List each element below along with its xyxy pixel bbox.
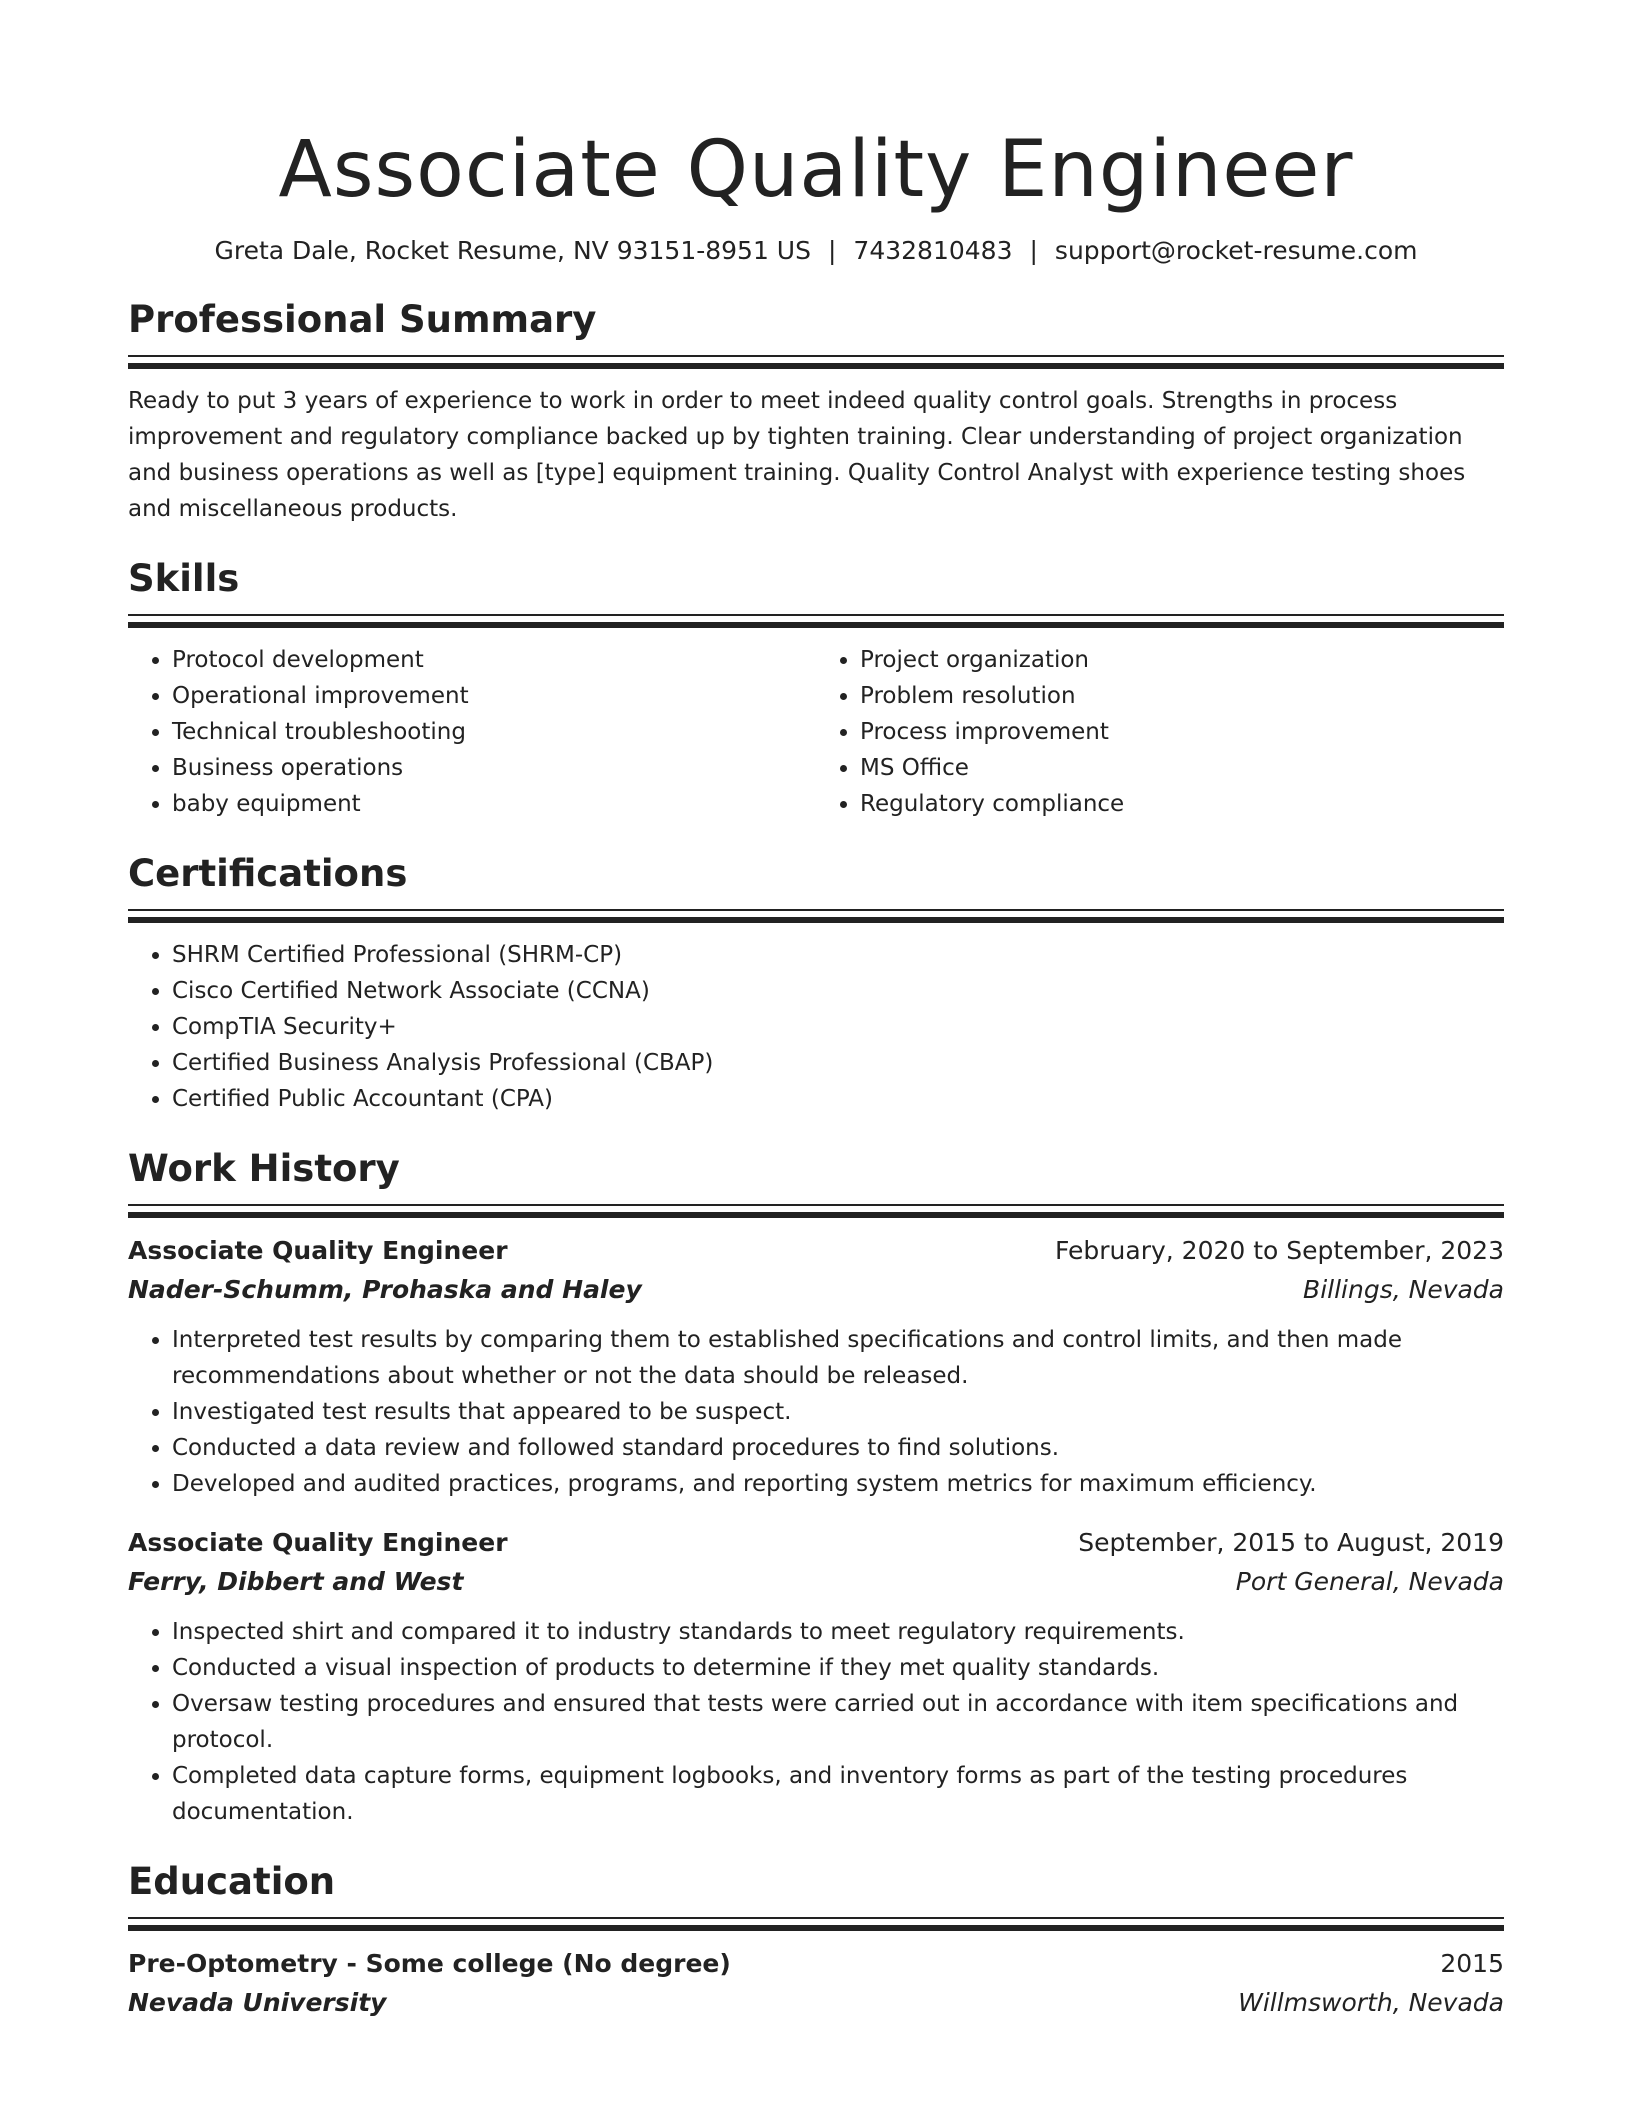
certification-item: • Cisco Certified Network Associate (CCNA) [172,973,1504,1009]
certification-item: • Certified Business Analysis Professional (CBAP) [172,1045,1504,1081]
job-title: Associate Quality Engineer [128,1528,508,1557]
job-subheader [128,1270,1504,1310]
job-subheader [128,1562,1504,1602]
job-company: Ferry, Dibbert and West [128,1567,464,1596]
job-bullet: • Completed data capture forms, equipment logbooks, and inventory forms as part of the testing procedures documentation. [172,1758,1504,1830]
summary-section [128,297,1504,527]
section-title-summary: Professional Summary [128,298,597,341]
job-header [128,1524,1504,1562]
certification-item: • CompTIA Security+ [172,1009,1504,1045]
section-title-education: Education [128,1860,336,1903]
job-header [128,1232,1504,1270]
contact-phone: 7432810483 [853,236,1013,265]
section-divider-thick [128,917,1504,923]
section-divider-thick [128,1212,1504,1218]
education-location: Willmsworth, Nevada [1238,1988,1504,2017]
skill-item: • Business operations [172,750,816,786]
job-bullets [128,1322,1504,1502]
job-bullet: • Investigated test results that appeared to be suspect. [172,1394,1504,1430]
education-subheader [128,1983,1504,2023]
education-degree: Pre-Optometry - Some college (No degree) [128,1949,731,1978]
skill-item: • Project organization [860,642,1504,678]
job-dates: February, 2020 to September, 2023 [1055,1236,1504,1265]
skill-item: • Regulatory compliance [860,786,1504,822]
skill-item: • baby equipment [172,786,816,822]
skill-item: • Protocol development [172,642,816,678]
skills-list-right [816,642,1504,822]
skills-columns [128,642,1504,822]
skills-list-left [128,642,816,822]
section-divider [128,355,1504,357]
job-location: Port General, Nevada [1235,1567,1504,1596]
job-bullet: • Oversaw testing procedures and ensured that tests were carried out in accordance with item specifications and protocol. [172,1686,1504,1758]
job-bullet: • Developed and audited practices, programs, and reporting system metrics for maximum efficiency. [172,1466,1504,1502]
contact-email: support@rocket-resume.com [1054,236,1418,265]
certifications-list [128,937,1504,1117]
job-entry [128,1232,1504,1502]
skill-item: • Technical troubleshooting [172,714,816,750]
skills-section [128,556,1504,822]
section-divider [128,1204,1504,1206]
education-entry [128,1945,1504,2023]
section-divider [128,1917,1504,1919]
job-bullet: • Conducted a visual inspection of products to determine if they met quality standards. [172,1650,1504,1686]
job-entry [128,1524,1504,1830]
candidate-name: Associate Quality Engineer [278,125,1354,215]
job-dates: September, 2015 to August, 2019 [1078,1528,1504,1557]
certifications-section [128,851,1504,1117]
skill-item: • MS Office [860,750,1504,786]
skill-item: • Process improvement [860,714,1504,750]
job-title: Associate Quality Engineer [128,1236,508,1265]
section-title-skills: Skills [128,557,240,600]
job-bullet: • Conducted a data review and followed standard procedures to find solutions. [172,1430,1504,1466]
job-location: Billings, Nevada [1303,1275,1504,1304]
education-school: Nevada University [128,1988,387,2017]
summary-text: Ready to put 3 years of experience to work in order to meet indeed quality control goals. Strengths in process improvement and regulatory compliance backed up by tighten training. Clear understanding of project organization and business operations as well as [type] equipment training. Quality Control Analyst with experience testing shoes and miscellaneous products. [128,388,1466,522]
certification-item: • SHRM Certified Professional (SHRM-CP) [172,937,1504,973]
work-history-section [128,1146,1504,1830]
section-title-work-history: Work History [128,1147,400,1190]
education-year: 2015 [1440,1949,1504,1978]
education-section [128,1859,1504,2023]
resume-page [128,0,1504,2023]
section-divider-thick [128,1925,1504,1931]
contact-address: Greta Dale, Rocket Resume, NV 93151-8951 US [214,236,811,265]
skill-item: • Operational improvement [172,678,816,714]
certification-item: • Certified Public Accountant (CPA) [172,1081,1504,1117]
section-divider [128,614,1504,616]
contact-separator: | [1029,236,1038,265]
section-divider-thick [128,622,1504,628]
job-bullet: • Inspected shirt and compared it to industry standards to meet regulatory requirements. [172,1614,1504,1650]
section-divider-thick [128,363,1504,369]
contact-separator: | [827,236,837,265]
section-divider [128,909,1504,911]
section-title-certifications: Certifications [128,852,408,895]
job-company: Nader-Schumm, Prohaska and Haley [128,1275,642,1304]
job-bullet: • Interpreted test results by comparing them to established specifications and control limits, and then made recommendations about whether or not the data should be released. [172,1322,1504,1394]
contact-line [128,234,1504,268]
skill-item: • Problem resolution [860,678,1504,714]
education-header [128,1945,1504,1983]
job-bullets [128,1614,1504,1830]
